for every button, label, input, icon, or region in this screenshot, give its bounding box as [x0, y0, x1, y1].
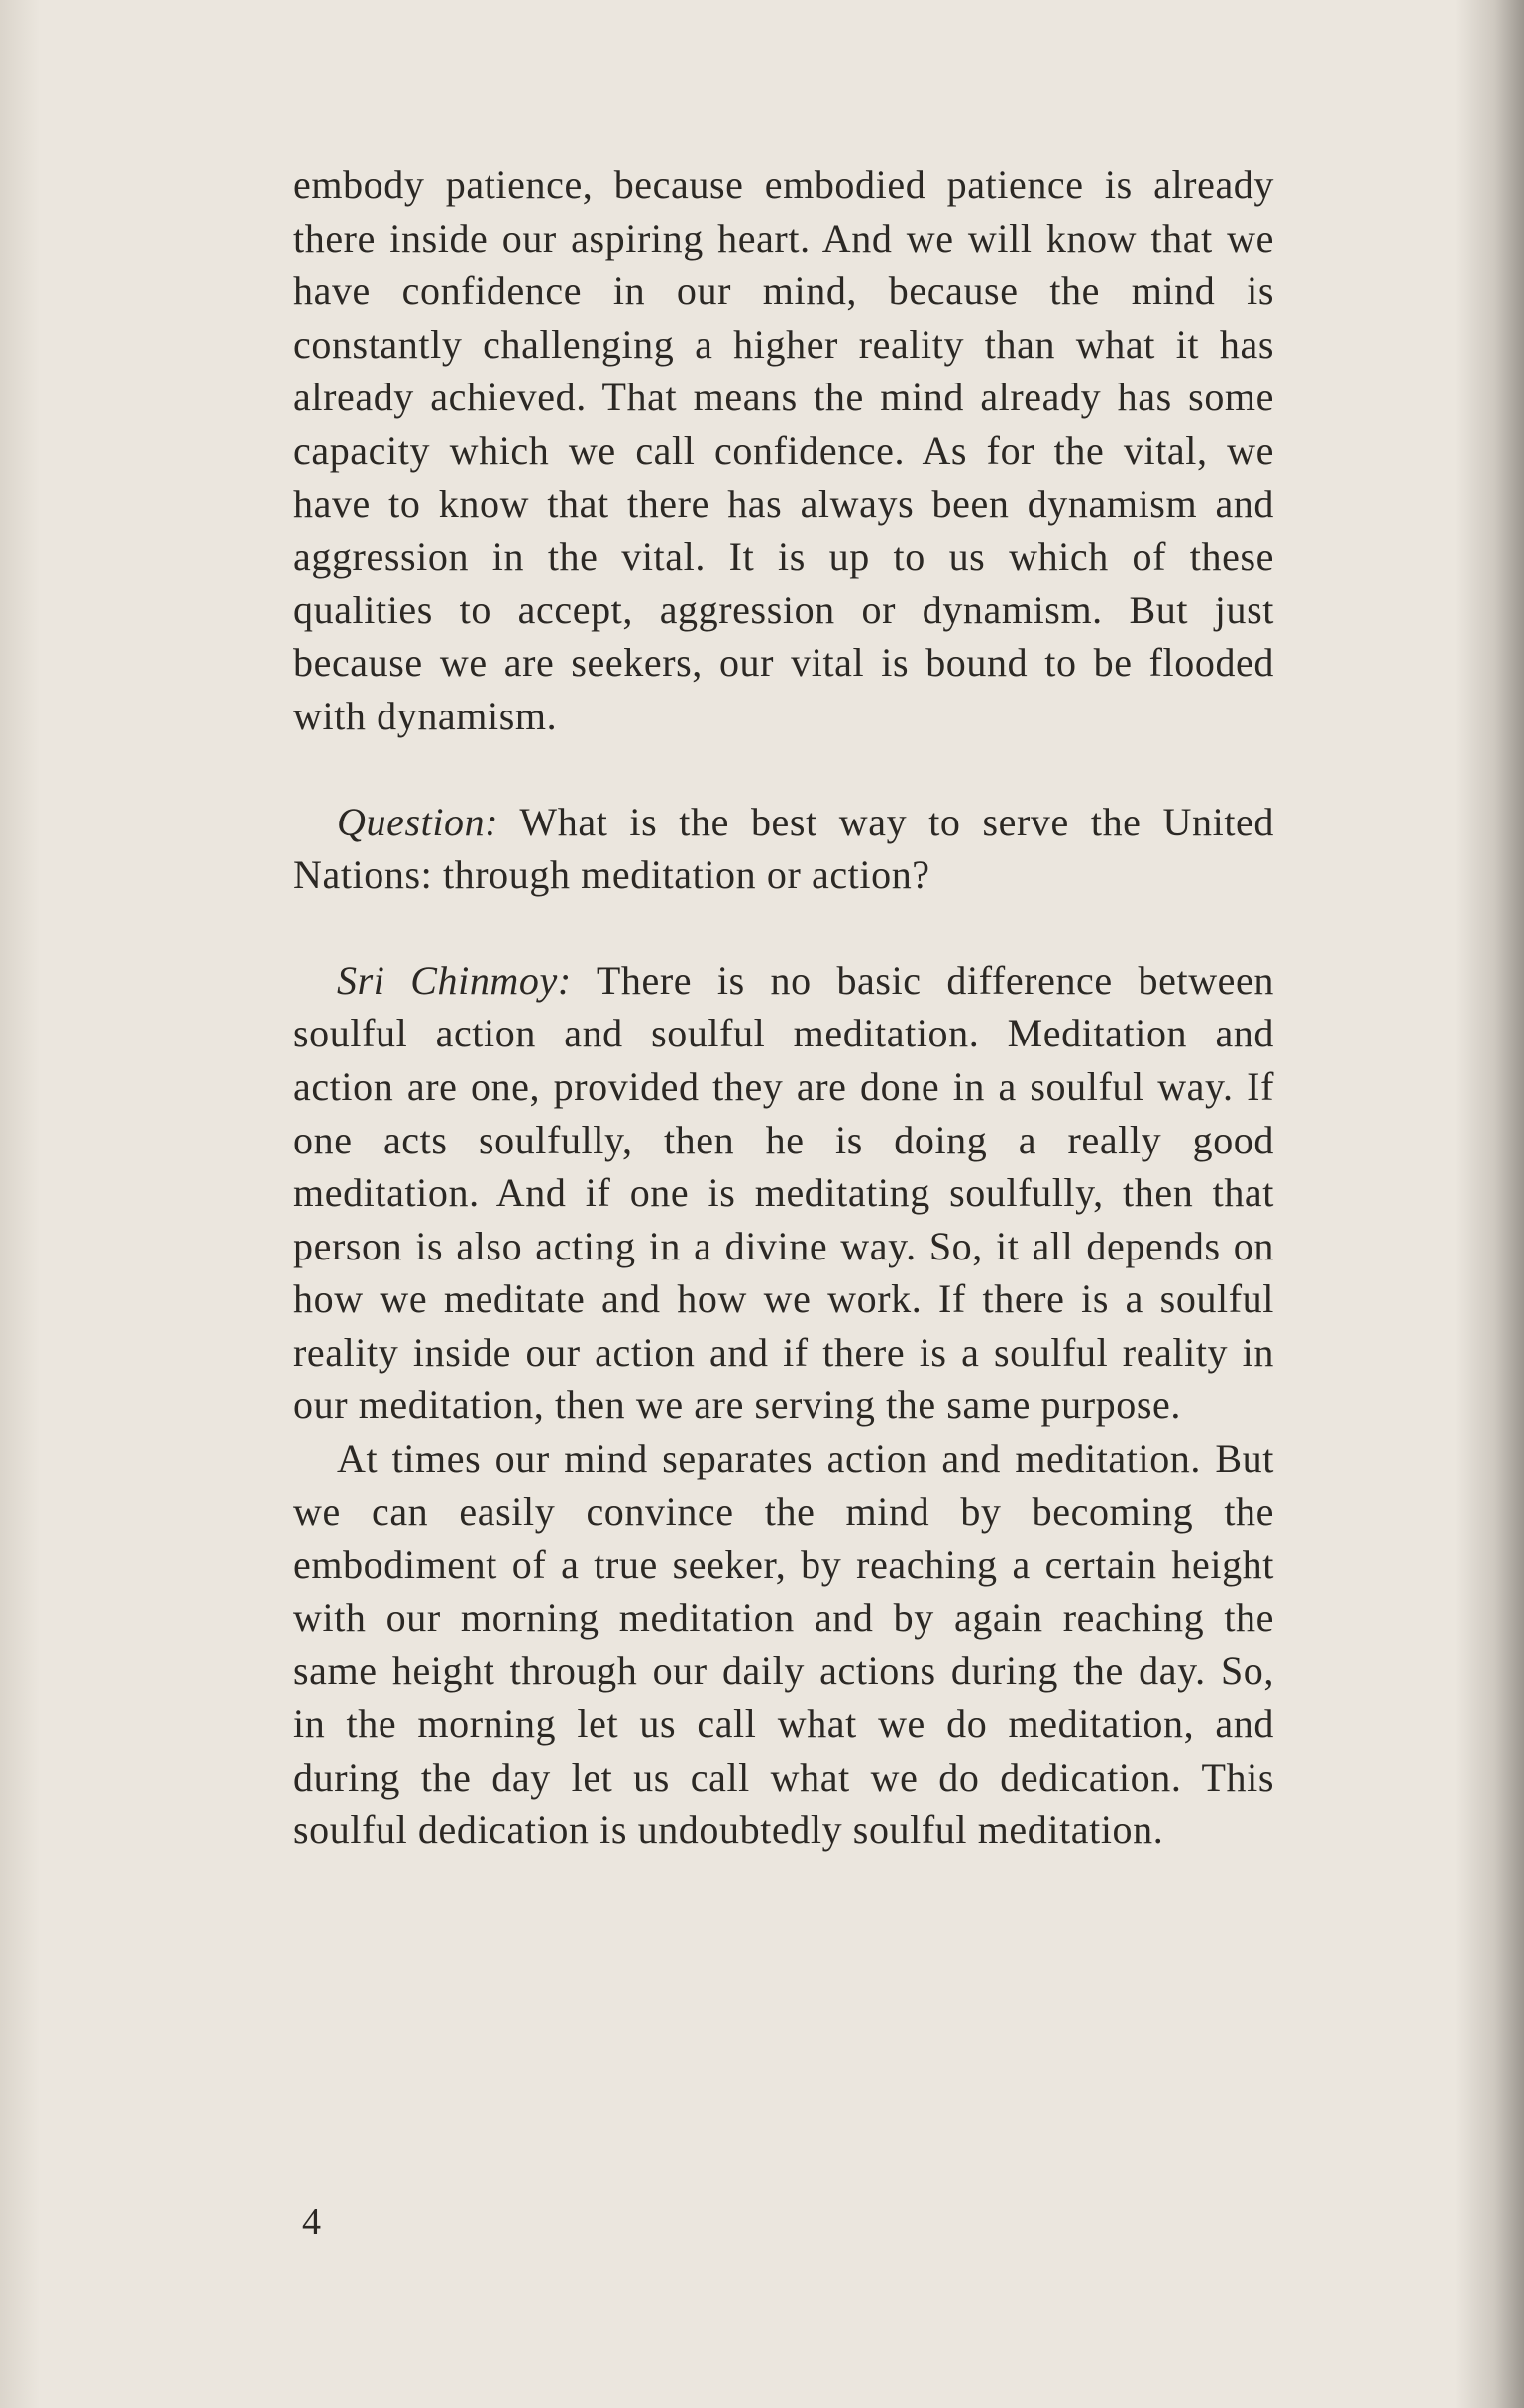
answer-paragraph [293, 954, 1274, 1432]
paragraph-continuation: embody patience, because embodied patience is already there inside our aspiring heart. And we will know that we have confidence in our mind, because the mind is constantly challenging a higher reality than what it has already achieved. That means the mind already has some capacity which we call confidence. As for the vital, we have to know that there has always been dynamism and aggression in the vital. It is up to us which of these qualities to accept, aggression or dynamism. But just because we are seekers, our vital is bound to be flooded with dynamism. [293, 163, 1274, 738]
answer-label: Sri Chinmoy: [337, 957, 572, 1003]
answer-text: There is no basic difference between soulful action and soulful meditation. Meditation and action are one, provided they are done in a soulful way. If one acts soulfully, then he is doing a really good meditation. And if one is meditating soulfully, then that person is also acting in a divine way. So, it all depends on how we meditate and how we work. If there is a soulful reality inside our action and if there is a soulful reality in our meditation, then we are serving the same purpose. [293, 957, 1274, 1428]
question-label: Question: [337, 799, 499, 844]
question-paragraph [293, 796, 1274, 902]
question-text: What is the best way to serve the United Nations: through meditation or action? [293, 799, 1274, 898]
page-number: 4 [302, 2201, 321, 2243]
answer-paragraph-continued: At times our mind separates action and meditation. But we can easily convince the mind by becoming the embodiment of a true seeker, by reaching a certain height with our morning meditation and by again reaching the same height through our daily actions during the day. So, in the morning let us call what we do meditation, and during the day let us call what we do dedication. This soulful dedication is undoubtedly soulful meditation. [293, 1436, 1274, 1853]
body-text [293, 159, 1274, 1857]
